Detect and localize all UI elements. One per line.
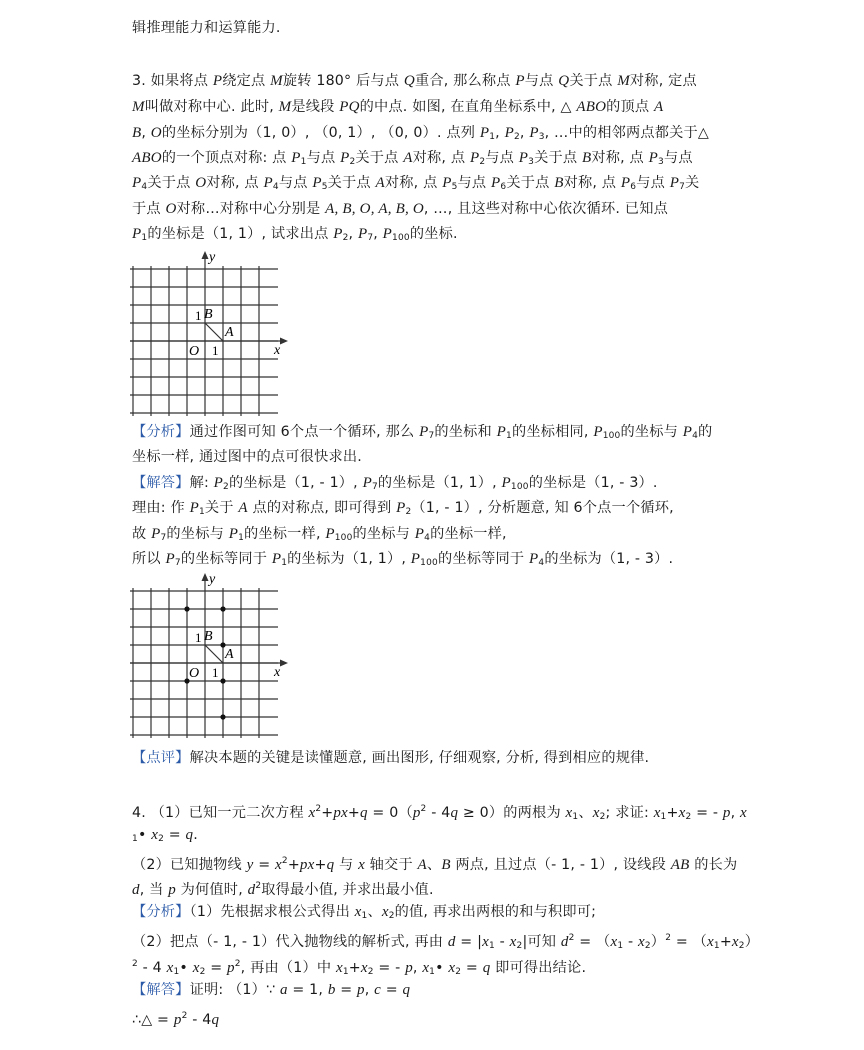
analysis-2-line-1: 【分析】（1）先根据求根公式得出 x1、x2的值, 再求出两根的和与积即可; [132, 904, 597, 921]
solution-line-4: 所以 P7的坐标等同于 P1的坐标为（1, 1）, P100的坐标等同于 P4的坐标为（1, - 3）. [132, 551, 674, 568]
analysis-2-line-3: $^2$ - 4 x1• $x2 = p^2$, 再由（1）中 x1+x2 = - p, x1• x2 = q 即可得出结论. [132, 959, 587, 977]
problem-3-line-3: B, O的坐标分别为（1, 0）, （0, 1）, （0, 0）. 点列 P1, P2, P3, …中的相邻两点都关于△ [132, 125, 710, 142]
point-p3 [184, 606, 189, 611]
problem-3-line-6: 于点 O对称…对称中心分别是 A, B, O, A, B, O, …, 且这些对称中心依次循环. 已知点 [132, 201, 668, 217]
point-a-label: A [225, 325, 234, 340]
problem-3-line-2: M叫做对称中心. 此时, M是线段 PQ的中点. 如图, 在直角坐标系中, △ ABO的顶点 A [132, 99, 664, 115]
analysis-2-line-2: （2）把点（- 1, - 1）代入抛物线的解析式, 再由 d = |x1 - x2|可知 $d^2 = (x1 - x2)^2 = (x1+x2)$ [132, 933, 760, 951]
solution-line-2: 理由: 作 P1关于 A 点的对称点, 即可得到 P2（1, - 1）, 分析题意, 知 6个点一个循环, [132, 500, 674, 517]
x-axis-label: x [274, 665, 281, 680]
y-axis-label: y [209, 250, 216, 265]
problem-4-line-1: 4. （1）已知一元二次方程 $x^2+px+q = 0(p^2 - 4q \ge 0)$的两根为 x1、x2; 求证: x1+x2 = - p, x [132, 804, 747, 822]
coordinate-grid-figure-2 [128, 572, 298, 744]
point-b-label: B [204, 307, 213, 322]
solution-line-3: 故 P7的坐标与 P1的坐标一样, P100的坐标与 P4的坐标一样, [132, 526, 507, 543]
solution-2-line-1: 【解答】证明: （1）∵ a = 1, b = p, c = q [132, 982, 411, 998]
analysis-line-1: 【分析】通过作图可知 6个点一个循环, 那么 P7的坐标和 P1的坐标相同, P100的坐标与 P4的 [132, 424, 713, 441]
point-p2 [220, 678, 225, 683]
point-p4 [220, 714, 225, 719]
x-axis-label: x [274, 343, 281, 358]
origin-label: O [189, 344, 200, 359]
point-b-label: B [204, 629, 213, 644]
coordinate-grid-figure-1 [128, 250, 298, 420]
origin-label: O [189, 666, 200, 681]
problem-3-line-7: P1的坐标是（1, 1）, 试求出点 P2, P7, P100的坐标. [132, 226, 458, 243]
problem-3-line-5: P4关于点 O对称, 点 P4与点 P5关于点 A对称, 点 P5与点 P6关于点 B对称, 点 P6与点 P7关 [132, 175, 700, 192]
comment-line: 【点评】解决本题的关键是读懂题意, 画出图形, 仔细观察, 分析, 得到相应的规律. [132, 750, 650, 766]
problem-3-line-4: ABO的一个顶点对称: 点 P1与点 P2关于点 A对称, 点 P2与点 P3关于点 B对称, 点 P3与点 [132, 150, 693, 167]
problem-4-line-3: （2）已知抛物线 $y = x^2+px+q$ 与 x 轴交于 A、B 两点, 且过点（- 1, - 1）, 设线段 AB 的长为 [132, 856, 738, 873]
y-axis-label: y [209, 572, 216, 587]
analysis-line-2: 坐标一样, 通过图中的点可很快求出. [132, 449, 362, 465]
point-p5 [220, 606, 225, 611]
problem-4-line-2: 1• x2 = q. [132, 827, 198, 844]
point-a-label: A [225, 647, 234, 662]
text-line: 辑推理能力和运算能力. [132, 20, 281, 36]
solution-line-1: 【解答】解: P2的坐标是（1, - 1）, P7的坐标是（1, 1）, P100的坐标是（1, - 3）. [132, 475, 658, 492]
solution-2-line-2: ∴△ = $p^2 - 4q$ [132, 1011, 220, 1028]
problem-4-line-4: d, 当 p 为何值时, $d^2$取得最小值, 并求出最小值. [132, 881, 434, 898]
y-tick-label: 1 [195, 630, 202, 645]
y-tick-label: 1 [195, 308, 202, 323]
x-tick-label: 1 [212, 665, 219, 680]
problem-3-line-1: 3. 如果将点 P绕定点 M旋转 180° 后与点 Q重合, 那么称点 P与点 Q关于点 M对称, 定点 [132, 73, 697, 89]
x-tick-label: 1 [212, 343, 219, 358]
